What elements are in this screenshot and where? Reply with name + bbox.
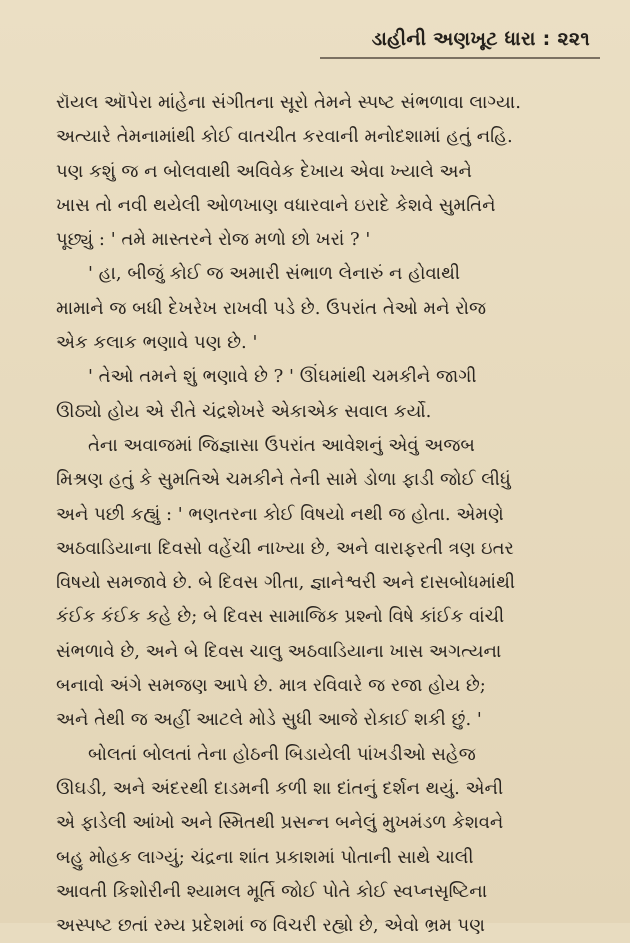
text-line: બોલતાં બોલતાં તેના હોઠની બિડાયેલી પાંખડીઓ સહેજ — [88, 743, 476, 765]
text-line: મામાને જ બધી દેખરેખ રાખવી પડે છે. ઉપરાંત તેઓ મને રોજ — [56, 297, 487, 319]
text-line: કંઈક કંઈક કહે છે; બે દિવસ સામાજિક પ્રશ્નો વિષે કાંઈક વાંચી — [56, 606, 505, 628]
text-line: એ ફાડેલી આંખો અને સ્મિતથી પ્રસન્ન બનેલું મુખમંડળ કેશવને — [56, 812, 504, 834]
header-rule — [320, 57, 600, 59]
text-line: અસ્પષ્ટ છતાં રમ્ય પ્રદેશમાં જ વિચરી રહ્યો છે, એવો ભ્રમ પણ — [56, 915, 485, 937]
running-head: ડાહીની અણખૂટ ધારા : ૨૨૧ — [371, 28, 590, 50]
text-line: બનાવો અંગે સમજણ આપે છે. માત્ર રવિવારે જ રજા હોય છે; — [56, 675, 486, 697]
text-line: મિશ્રણ હતું કે સુમતિએ ચમકીને તેની સામે ડોળા ફાડી જોઈ લીધું — [56, 469, 511, 491]
text-line: પણ કશું જ ન બોલવાથી અવિવેક દેખાય એવા ખ્યાલે અને — [56, 160, 472, 182]
text-line: સંભળાવે છે, અને બે દિવસ ચાલુ અઠવાડિયાના ખાસ અગત્યના — [56, 640, 502, 662]
text-line: એક કલાક ભણાવે પણ છે. ' — [56, 332, 258, 354]
text-line: ઊઘડી, અને અંદરથી દાડમની કળી શા દાંતનું દર્શન થયું. એની — [56, 777, 504, 799]
text-line: ખાસ તો નવી થયેલી ઓળખાણ વધારવાને ઇરાદે કેશવે સુમતિને — [56, 194, 496, 216]
body-text — [56, 86, 586, 943]
text-line: રૉયલ ઑપેરા માંહેના સંગીતના સૂરો તેમને સ્પષ્ટ સંભળાવા લાગ્યા. — [56, 92, 521, 113]
text-line: ' હા, બીજું કોઈ જ અમારી સંભાળ લેનારું ન હોવાથી — [88, 263, 461, 285]
text-line: અને તેથી જ અહીં આટલે મોડે સુધી આજે રોકાઈ શકી છું. ' — [56, 709, 482, 731]
text-line: અત્યારે તેમનામાંથી કોઈ વાતચીત કરવાની મનોદશામાં હતું નહિ. — [56, 126, 513, 148]
text-line: ' તેઓ તમને શું ભણાવે છે ? ' ઊંઘમાંથી ચમકીને જાગી — [88, 366, 477, 388]
text-line: અને પછી કહ્યું : ' ભણતરના કોઈ વિષયો નથી જ હોતા. એમણે — [56, 503, 504, 525]
text-line: બહુ મોહક લાગ્યું; ચંદ્રના શાંત પ્રકાશમાં પોતાની સાથે ચાલી — [56, 846, 474, 868]
text-line: ઊઠ્યો હોય એ રીતે ચંદ્રશેખરે એકાએક સવાલ કર્યો. — [56, 400, 432, 422]
text-line: વિષયો સમજાવે છે. બે દિવસ ગીતા, જ્ઞાનેશ્વરી અને દાસબોધમાંથી — [56, 572, 516, 594]
text-line: પૂછ્યું : ' તમે માસ્તરને રોજ મળો છો ખરાં ? ' — [56, 229, 371, 251]
text-line: આવતી કિશોરીની શ્યામલ મૂર્તિ જોઈ પોતે કોઈ સ્વપ્નસૃષ્ટિના — [56, 880, 488, 902]
text-line: તેના અવાજમાં જિજ્ઞાસા ઉપરાંત આવેશનું એવું અજબ — [88, 434, 475, 456]
text-line: અઠવાડિયાના દિવસો વહેંચી નાખ્યા છે, અને વારાફરતી ત્રણ ઇતર — [56, 537, 514, 559]
